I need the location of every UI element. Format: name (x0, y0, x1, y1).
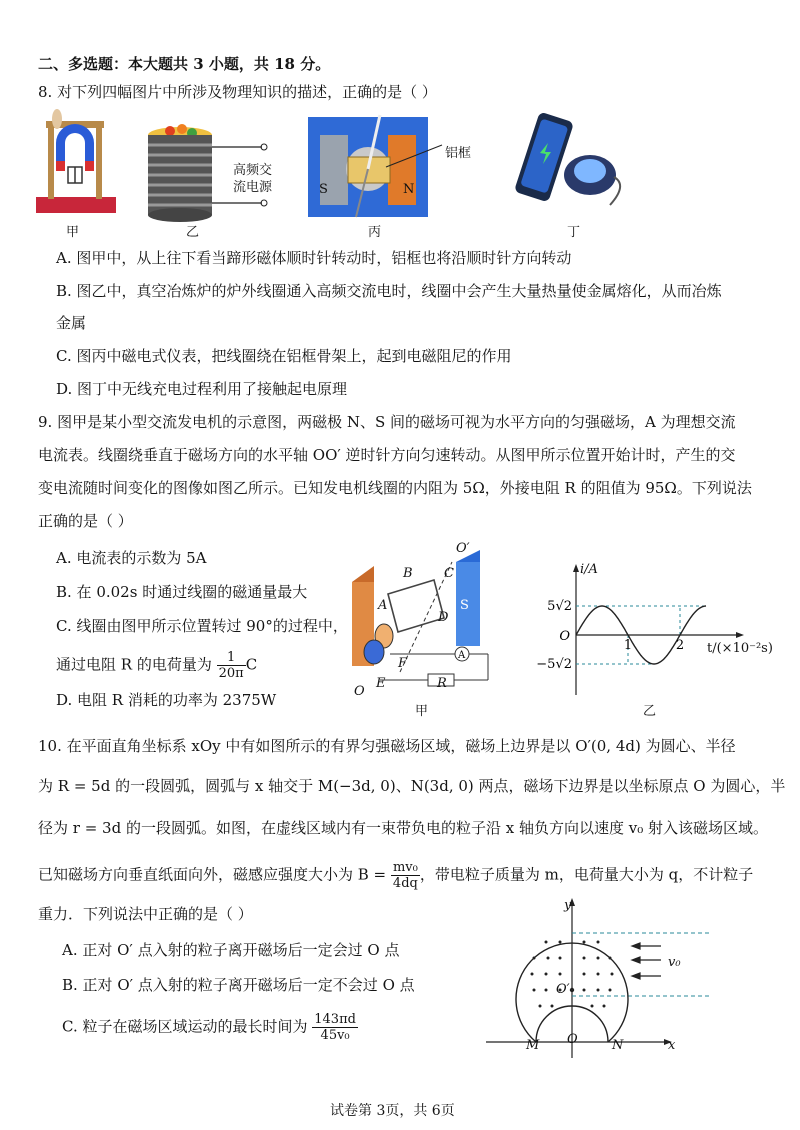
coil-label-b: B (403, 566, 413, 581)
velocity-arrows (632, 943, 661, 979)
y-axis-arrow (573, 564, 579, 572)
question-9-option-c-text: 通过电阻 R 的电荷量为 (56, 655, 212, 674)
y-tick-positive: 5√2 (547, 599, 572, 615)
question-9-stem-line1: 9. 图甲是某小型交流发电机的示意图，两磁极 N、S 间的磁场可视为水平方向的匀强磁场，A 为理想交流 (38, 413, 736, 431)
question-10-stem-line1 (38, 736, 736, 756)
figure-caption-ding: 丁 (567, 225, 581, 240)
figure-caption-chart: 乙 (643, 704, 657, 719)
ammeter-label: A (458, 650, 466, 661)
power-source-label-line2: 流电源 (233, 180, 273, 195)
current-time-chart (536, 560, 780, 700)
magnetic-field-figure (486, 898, 686, 1060)
question-10-stem-line1-a: 10. 在平面直角坐标系 xOy 中有如图所示的有界匀强磁场区域，磁场上边界是以 (38, 737, 571, 755)
question-10-option-c-text: C. 粒子在磁场区域运动的最长时间为 (62, 1017, 308, 1036)
question-8-option-a: A. 图甲中，从上往下看当蹄形磁体顺时针转动时，铝框也将沿顺时针方向转动 (56, 249, 572, 267)
question-9-option-a: A. 电流表的示数为 5A (56, 549, 207, 567)
question-10-stem-line4-a: 已知磁场方向垂直纸面向外，磁感应强度大小为 B = (38, 865, 387, 884)
magnet-pole-s: S (460, 598, 469, 613)
fig10-x-label: x (668, 1038, 676, 1053)
chart-origin-label: O (559, 629, 570, 644)
fraction-denominator: 4dq (392, 876, 418, 891)
figure-caption-generator: 甲 (415, 704, 429, 719)
aluminum-frame-label: 铝框 (445, 146, 472, 161)
question-9-charge-unit: C (245, 655, 258, 674)
figure-caption-jia: 甲 (66, 225, 80, 240)
x-axis-arrow (736, 632, 744, 638)
fig10-y-label: y (564, 898, 572, 913)
question-10-option-b: B. 正对 O′ 点入射的粒子离开磁场后一定不会过 O 点 (62, 976, 415, 994)
coil-label-c: C (444, 566, 454, 581)
question-10-stem-line5: 重力．下列说法中正确的是（ ） (38, 905, 253, 923)
section-title: 二、多选题：本大题共 3 小题，共 18 分。 (38, 55, 331, 73)
brush-label-e: E (376, 676, 386, 691)
question-8-option-b-cont: 金属 (56, 314, 87, 332)
fig10-o-prime-label: O′ (556, 982, 570, 997)
figure-ding-wireless-charger (514, 111, 620, 205)
x-tick-1: 1 (623, 638, 633, 653)
chart-x-axis-label: t/(×10⁻²s) (707, 641, 773, 656)
y-tick-negative: −5√2 (536, 656, 572, 672)
figure-caption-yi: 乙 (186, 225, 200, 240)
question-10-stem-line4 (38, 860, 753, 891)
question-9-stem-line3: 变电流随时间变化的图像如图乙所示。已知发电机线圈的内阻为 5Ω，外接电阻 R 的阻值为 95Ω。下列说法 (38, 479, 752, 497)
figure-jia-horseshoe-magnet (36, 109, 116, 213)
axis-label-o: O (354, 684, 365, 699)
question-10-stem-line3: 径为 r = 3d 的一段圆弧。如图，在虚线区域内有一束带负电的粒子沿 x 轴负方向以速度 v₀ 射入该磁场区域。 (38, 819, 768, 837)
power-source-label (233, 162, 272, 196)
question-9-option-c-cont (56, 650, 257, 681)
fraction-denominator: 45v₀ (320, 1028, 350, 1043)
center-o-prime-point (570, 988, 574, 992)
figure-bing-moving-coil-meter (308, 115, 442, 217)
fraction-numerator: 143πd (314, 1012, 356, 1027)
coil-label-a: A (378, 598, 388, 613)
fig10-point-n: N (612, 1038, 624, 1053)
question-8-option-b: B. 图乙中，真空冶炼炉的炉外线圈通入高频交流电时，线圈中会产生大量热量使金属熔化，从而冶炼 (56, 282, 722, 300)
x-tick-2: 2 (675, 638, 685, 653)
question-8-figures (30, 105, 770, 245)
chart-y-axis-label: i/A (580, 562, 598, 577)
axis-label-o-prime: O′ (456, 541, 470, 556)
meter-pole-s: S (319, 182, 328, 197)
fig10-velocity-label: v₀ (668, 955, 681, 970)
question-8-stem: 8. 对下列四幅图片中所涉及物理知识的描述，正确的是（ ） (38, 83, 437, 101)
fraction-numerator: mv₀ (391, 860, 420, 876)
resistor-label-r: R (437, 676, 447, 691)
fraction-denominator: 20π (218, 666, 244, 681)
question-8-option-c: C. 图丙中磁电式仪表，把线圈绕在铝框骨架上，起到电磁阻尼的作用 (56, 347, 512, 365)
power-source-label-line1: 高频交 (233, 163, 273, 178)
question-9-stem-line4: 正确的是（ ） (38, 512, 133, 530)
question-10-stem-line1-c: 为圆心、半径 (645, 737, 736, 755)
page-footer: 试卷第 3页，共 6页 (330, 1103, 455, 1119)
question-9-stem-line2: 电流表。线圈绕垂直于磁场方向的水平轴 OO′ 逆时针方向匀速转动。从图甲所示位置开始计时，产生的交 (38, 446, 736, 464)
question-10-stem-line2: 为 R = 5d 的一段圆弧，圆弧与 x 轴交于 M(−3d, 0)、N(3d, 0) 两点，磁场下边界是以坐标原点 O 为圆心，半 (38, 777, 786, 795)
question-10-center-coords: O′(0, 4d) (575, 737, 641, 755)
question-10-option-c (62, 1012, 358, 1043)
brush-label-f: F (398, 656, 408, 671)
question-9-charge-fraction (217, 650, 246, 681)
question-9-option-b: B. 在 0.02s 时通过线圈的磁通量最大 (56, 583, 308, 601)
question-10-stem-line4-b: ，带电粒子质量为 m，电荷量大小为 q，不计粒子 (419, 865, 754, 884)
fig10-origin-label: O (567, 1032, 578, 1047)
question-8-option-d: D. 图丁中无线充电过程利用了接触起电原理 (56, 380, 348, 398)
question-10-field-fraction (391, 860, 420, 891)
question-10-time-fraction (312, 1012, 358, 1043)
question-9-option-d: D. 电阻 R 消耗的功率为 2375W (56, 691, 277, 709)
question-9-option-c: C. 线圈由图甲所示位置转过 90°的过程中， (56, 617, 348, 635)
fraction-numerator: 1 (217, 650, 246, 666)
question-10-option-a: A. 正对 O′ 点入射的粒子离开磁场后一定会过 O 点 (62, 941, 400, 959)
meter-pole-n: N (403, 182, 415, 197)
coil-label-d: D (438, 610, 449, 625)
fig10-point-m: M (526, 1038, 540, 1053)
figure-caption-bing: 丙 (368, 225, 382, 240)
